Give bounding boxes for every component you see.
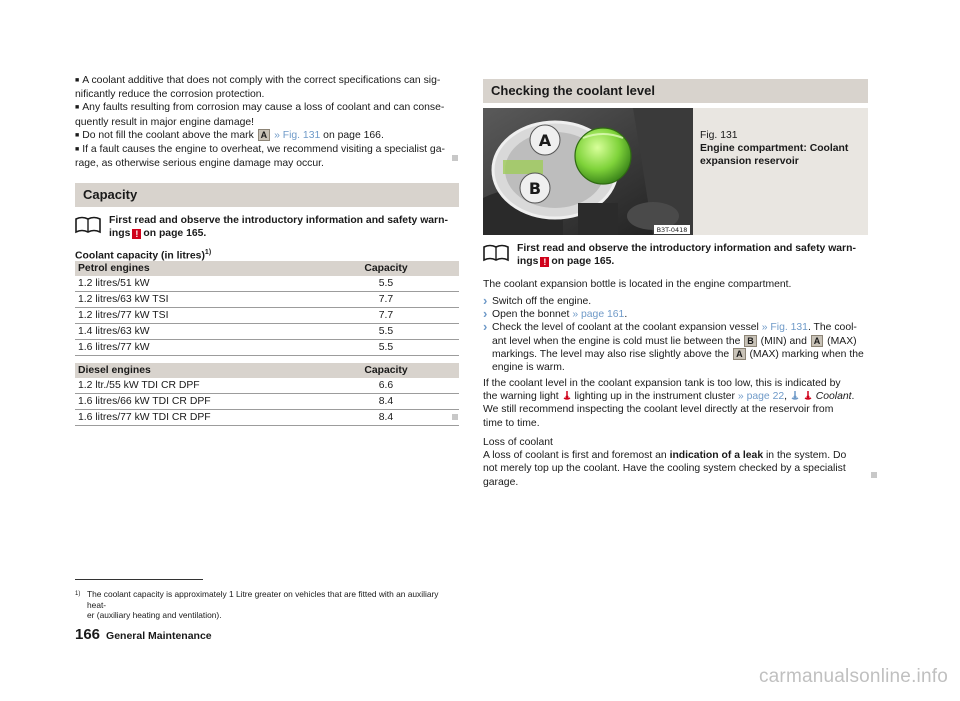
warning-item-cont: rage, as otherwise serious engine damage may occur. <box>75 158 324 170</box>
chapter-title: General Maintenance <box>106 630 212 642</box>
warning-list <box>75 74 459 170</box>
coolant-warning-light-icon <box>562 390 572 400</box>
book-icon <box>75 216 101 234</box>
warning-item: ■ A coolant additive that does not comply with the correct specifications can sig- <box>75 74 459 88</box>
steps-list <box>483 295 868 374</box>
footnote: 1) The coolant capacity is approximately 1 Litre greater on vehicles that are fitted with an auxiliary heat- er (auxiliary heating and ventilation). <box>75 589 439 621</box>
table-row: 1.2 litres/51 kW 5.5 <box>75 276 459 292</box>
table-header: Petrol engines Capacity <box>75 261 459 276</box>
loss-of-coolant-title: Loss of coolant <box>483 437 553 448</box>
figure-label-b: B <box>528 179 542 198</box>
warning-icon: ! <box>540 257 549 267</box>
page-footer <box>75 628 212 643</box>
step-item: › Switch off the engine. <box>483 295 868 308</box>
footnote-rule <box>75 579 203 580</box>
read-first-note: First read and observe the introductory information and safety warn- ings ! on page 165. <box>75 214 459 240</box>
mark-a-label: A <box>733 348 746 360</box>
coolant-capacity-label: Coolant capacity (in litres)$^{1)}$ <box>75 249 212 262</box>
capacity-heading: Capacity <box>75 183 459 207</box>
checking-coolant-heading: Checking the coolant level <box>483 79 868 103</box>
table-row: 1.6 litres/66 kW TDI CR DPF 8.4 <box>75 394 459 410</box>
end-of-section-mark <box>452 414 458 420</box>
coolant-warning-light-icon <box>803 390 813 400</box>
table-row: 1.2 ltr./55 kW TDI CR DPF 6.6 <box>75 378 459 394</box>
figure-label-a: A <box>538 131 552 150</box>
figure-code: B3T-0418 <box>656 226 688 234</box>
intro-text: The coolant expansion bottle is located in the engine compartment. <box>483 279 792 290</box>
diesel-capacity-table <box>75 363 459 426</box>
coolant-symbol-icon <box>790 390 800 400</box>
petrol-capacity-table <box>75 261 459 356</box>
warning-light-paragraph: If the coolant level in the coolant expansion tank is too low, this is indicated by the warning light lighting up in the instrument cluster » page 22, Coolant. We still recommend inspecting the coolant level directly at the reservoir from time to time. <box>483 378 855 429</box>
mark-b-label: B <box>744 335 757 347</box>
table-row: 1.6 litres/77 kW 5.5 <box>75 340 459 356</box>
warning-item-cont: quently result in major engine damage! <box>75 116 255 128</box>
book-icon <box>483 244 509 262</box>
read-first-note: First read and observe the introductory information and safety warn- ings ! on page 165. <box>483 242 868 268</box>
figure-131 <box>483 108 868 235</box>
fig-131-link[interactable]: » Fig. 131 <box>761 322 808 334</box>
step-item: › Open the bonnet » page 161. <box>483 308 868 321</box>
engine-compartment-photo <box>483 108 693 235</box>
warning-item-cont: nificantly reduce the corrosion protection. <box>75 89 265 101</box>
table-header: Diesel engines Capacity <box>75 363 459 378</box>
step-item: › Check the level of coolant at the coolant expansion vessel » Fig. 131. The cool- ant level when the engine is cold must lie between the B (MIN) and A (MAX) markings. The level may also rise slightly above the A (MAX) marking when the engine is warm. <box>483 321 868 374</box>
table-row: 1.2 litres/77 kW TSI 7.7 <box>75 308 459 324</box>
table-row: 1.6 litres/77 kW TDI CR DPF 8.4 <box>75 410 459 426</box>
table-row: 1.2 litres/63 kW TSI 7.7 <box>75 292 459 308</box>
table-row: 1.4 litres/63 kW 5.5 <box>75 324 459 340</box>
end-of-section-mark <box>452 155 458 161</box>
warning-icon: ! <box>132 229 141 239</box>
warning-item: ■ Do not fill the coolant above the mark A » Fig. 131 on page 166. <box>75 129 459 143</box>
page-22-link[interactable]: » page 22 <box>737 391 785 403</box>
watermark: carmanualsonline.info <box>758 666 948 687</box>
end-of-section-mark <box>871 472 877 478</box>
page-number: 166 <box>75 626 101 643</box>
warning-item: ■ If a fault causes the engine to overheat, we recommend visiting a specialist ga- <box>75 143 459 157</box>
page-161-link[interactable]: » page 161 <box>572 309 625 321</box>
fig-131-link[interactable]: » Fig. 131 <box>274 129 321 141</box>
warning-item: ■ Any faults resulting from corrosion may cause a loss of coolant and can conse- <box>75 101 459 115</box>
loss-of-coolant-section: Loss of coolant A loss of coolant is first and foremost an indication of a leak in the system. Do not merely top up the coolant. Have the cooling system checked by a specialist garage. <box>483 436 868 489</box>
mark-a-label: A <box>258 129 271 141</box>
mark-a-label: A <box>811 335 824 347</box>
figure-caption: Fig. 131 Engine compartment: Coolant expansion reservoir <box>700 130 849 168</box>
